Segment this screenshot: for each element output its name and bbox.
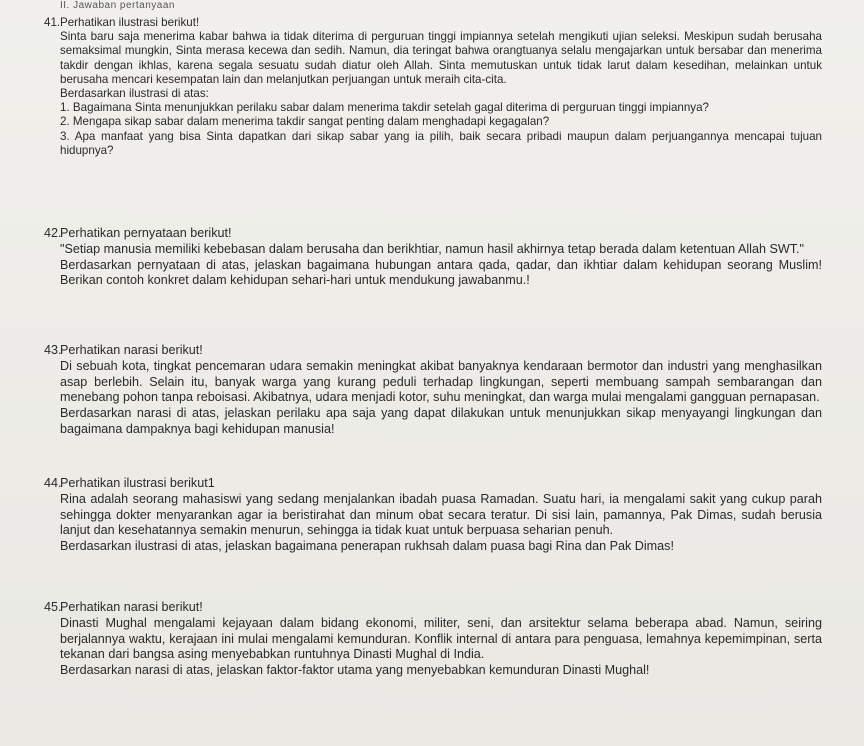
question-number: 43. [44,343,62,357]
question-prompt: Berdasarkan narasi di atas, jelaskan perilaku apa saja yang dapat dilakukan untuk menunjukkan sikap menyayangi lingkungan dan bagaimana dampaknya bagi kehidupan manusia! [60,406,822,436]
question-number: 41. [44,16,61,29]
question-text: "Setiap manusia memiliki kebebasan dalam berusaha dan berikhtiar, namun hasil akhirnya tetap berada dalam ketentuan Allah SWT." [60,241,805,256]
question-43 [44,343,822,438]
question-prompt: Berdasarkan ilustrasi di atas, jelaskan bagaimana penerapan rukhsah dalam puasa bagi Rina dan Pak Dimas! [60,539,674,554]
question-prompt: Berdasarkan ilustrasi di atas: [60,87,209,101]
sub-question: 1. Bagaimana Sinta menunjukkan perilaku sabar dalam menerima takdir setelah gagal diterima di perguruan tinggi impiannya? [60,101,709,115]
question-45 [44,600,822,679]
question-intro: Perhatikan ilustrasi berikut1 [60,476,215,490]
question-intro: Perhatikan narasi berikut! [60,343,203,357]
question-prompt: Berdasarkan narasi di atas, jelaskan faktor-faktor utama yang menyebabkan kemunduran Dinasti Mughal! [60,663,650,678]
question-intro: Perhatikan ilustrasi berikut! [60,16,200,29]
sub-question: 3. Apa manfaat yang bisa Sinta dapatkan dari sikap sabar yang ia pilih, baik secara pribadi maupun dalam perjuangannya mencapai tujuan hidupnya? [60,129,822,157]
question-number: 42. [44,226,62,240]
question-text: Sinta baru saja menerima kabar bahwa ia tidak diterima di perguruan tinggi impiannya setelah mengikuti ujian seleksi. Meskipun sudah berusaha semaksimal mungkin, Sinta merasa kecewa dan sedih. Namun, dia teringat bahwa orangtuanya selalu mengajarkan untuk bersabar dan menerima takdir dengan ikhlas, karena segala sesuatu sudah diatur oleh Allah. Sinta memutuskan untuk tidak larut dalam kesedihan, melainkan untuk berusaha mencari kesempatan lain dan melanjutkan perjuangan untuk meraih cita-cita. [60,30,822,86]
question-intro: Perhatikan narasi berikut! [60,600,203,614]
section-header: II. Jawaban pertanyaan [60,0,175,11]
question-text: Di sebuah kota, tingkat pencemaran udara semakin meningkat akibat banyaknya kendaraan bermotor dan industri yang menghasilkan asap berlebih. Selain itu, banyak warga yang kurang peduli terhadap lingkungan, seperti membuang sampah sembarangan dan menebang pohon tanpa reboisasi. Akibatnya, udara menjadi kotor, suhu meningkat, dan warga mulai mengalami gangguan pernapasan. [60,358,822,405]
sub-question: 2. Mengapa sikap sabar dalam menerima takdir sangat penting dalam menghadapi kegagalan? [60,115,550,129]
sub-question-list [60,101,822,158]
question-44 [44,476,822,555]
question-text: Dinasti Mughal mengalami kejayaan dalam bidang ekonomi, militer, seni, dan arsitektur selama beberapa abad. Namun, seiring berjalannya waktu, kerajaan ini mulai mengalami kemunduran. Konflik internal di antara para penguasa, lemahnya kepemimpinan, serta tekanan dari bangsa asing menyebabkan runtuhnya Dinasti Mughal di India. [60,615,822,662]
question-number: 44. [44,476,62,490]
question-text: Rina adalah seorang mahasiswi yang sedang menjalankan ibadah puasa Ramadan. Suatu hari, ia mengalami sakit yang cukup parah sehingga dokter menyarankan agar ia beristirahat dan minum obat secara teratur. Di sisi lain, pamannya, Pak Dimas, sudah berusia lanjut dan kesehatannya semakin menurun, sehingga ia tidak kuat untuk berpuasa seharian penuh. [60,491,822,538]
question-42 [44,226,822,289]
question-prompt: Berdasarkan pernyataan di atas, jelaskan bagaimana hubungan antara qada, qadar, dan ikhtiar dalam kehidupan seorang Muslim! Berikan contoh konkret dalam kehidupan sehari-hari untuk mendukung jawabanmu.! [60,257,822,288]
question-intro: Perhatikan pernyataan berikut! [60,226,232,240]
question-number: 45. [44,600,62,614]
question-41 [44,16,822,158]
